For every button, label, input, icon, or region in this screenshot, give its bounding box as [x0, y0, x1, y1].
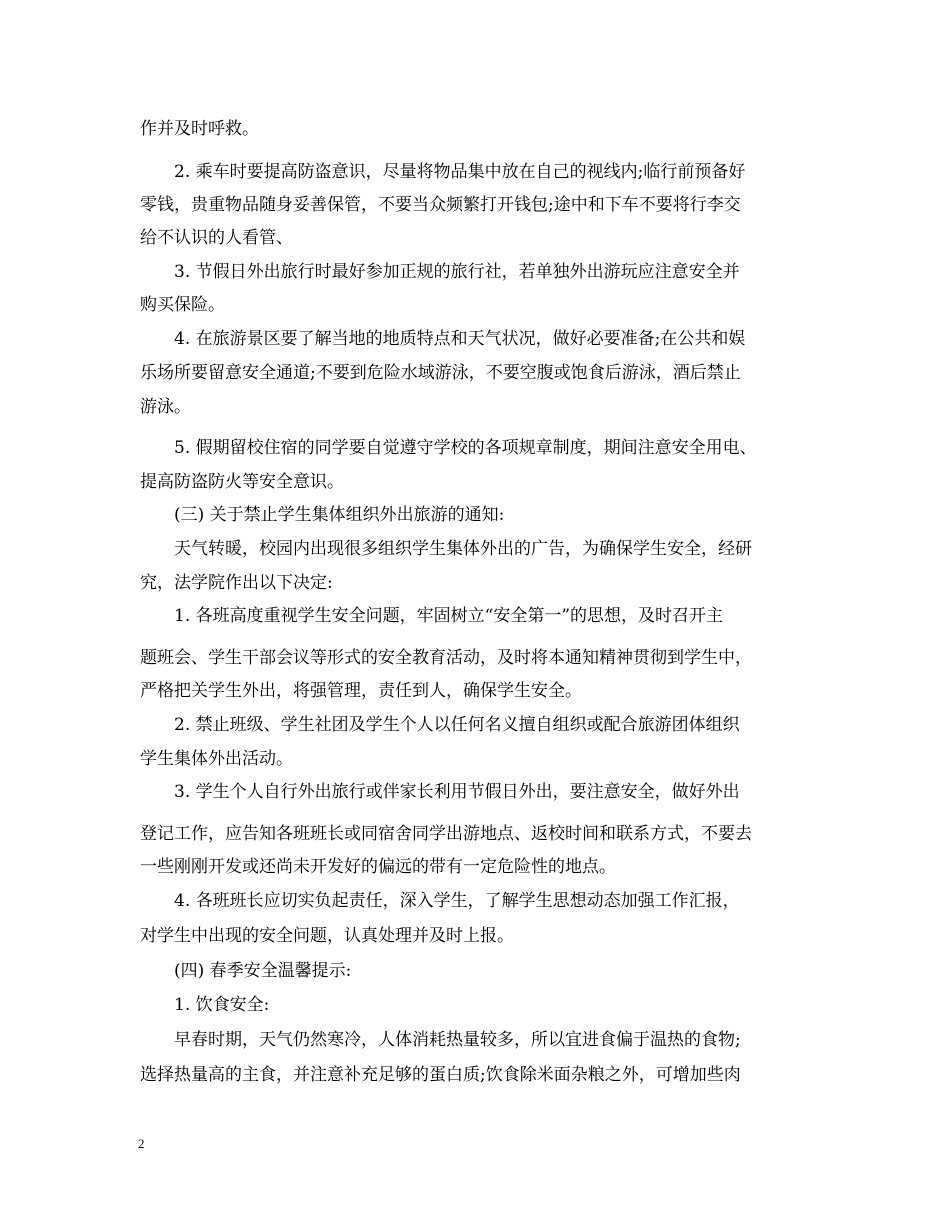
text-line: 登记工作，应告知各班班长或同宿舍同学出游地点、返校时间和联系方式，不要去	[140, 824, 752, 844]
text-line: 5. 假期留校住宿的同学要自觉遵守学校的各项规章制度，期间注意安全用电、	[174, 438, 757, 458]
page-number: 2	[138, 1136, 145, 1151]
text-line: 2. 禁止班级、学生社团及学生个人以任何名义擅自组织或配合旅游团体组织	[174, 715, 740, 735]
text-line: 4. 各班班长应切实负起责任，深入学生，了解学生思想动态加强工作汇报，	[174, 891, 740, 911]
text-line: 购买保险。	[140, 295, 225, 315]
text-line: 零钱，贵重物品随身妥善保管，不要当众频繁打开钱包;途中和下车不要将行李交	[140, 195, 741, 215]
text-line: 3. 节假日外出旅行时最好参加正规的旅行社，若单独外出游玩应注意安全并	[174, 262, 740, 282]
text-line: 天气转暖，校园内出现很多组织学生集体外出的广告，为确保学生安全，经研	[174, 539, 752, 559]
text-line: 题班会、学生干部会议等形式的安全教育活动，及时将本通知精神贯彻到学生中，	[140, 648, 752, 668]
section-heading: (三) 关于禁止学生集体组织外出旅游的通知:	[174, 505, 505, 525]
text-line: 一些刚刚开发或还尚未开发好的偏远的带有一定危险性的地点。	[140, 857, 616, 877]
text-line: 究，法学院作出以下决定:	[140, 573, 333, 593]
text-line: 游泳。	[140, 397, 191, 417]
text-line: 乐场所要留意安全通道;不要到危险水域游泳，不要空腹或饱食后游泳，酒后禁止	[140, 363, 741, 383]
text-line: 作并及时呼救。	[140, 119, 259, 139]
text-line: 4. 在旅游景区要了解当地的地质特点和天气状况，做好必要准备;在公共和娱	[174, 329, 746, 349]
text-line: 学生集体外出活动。	[140, 749, 293, 769]
section-heading: (四) 春季安全温馨提示:	[174, 961, 352, 981]
text-line: 2. 乘车时要提高防盗意识，尽量将物品集中放在自己的视线内;临行前预备好	[174, 162, 746, 182]
text-line: 1. 饮食安全:	[174, 995, 270, 1015]
text-line: 提高防盗防火等安全意识。	[140, 472, 344, 492]
text-line: 严格把关学生外出，将强管理，责任到人，确保学生安全。	[140, 681, 582, 701]
text-line: 选择热量高的主食，并注意补充足够的蛋白质;饮食除米面杂粮之外，可增加些肉	[140, 1065, 741, 1085]
text-line: 1. 各班高度重视学生安全问题，牢固树立“安全第一”的思想，及时召开主	[174, 606, 724, 626]
text-line: 给不认识的人看管、	[140, 228, 293, 248]
text-line: 对学生中出现的安全问题，认真处理并及时上报。	[140, 926, 514, 946]
text-line: 早春时期，天气仍然寒冷，人体消耗热量较多，所以宜进食偏于温热的食物;	[174, 1030, 741, 1050]
text-line: 3. 学生个人自行外出旅行或伴家长利用节假日外出，要注意安全，做好外出	[174, 782, 740, 802]
